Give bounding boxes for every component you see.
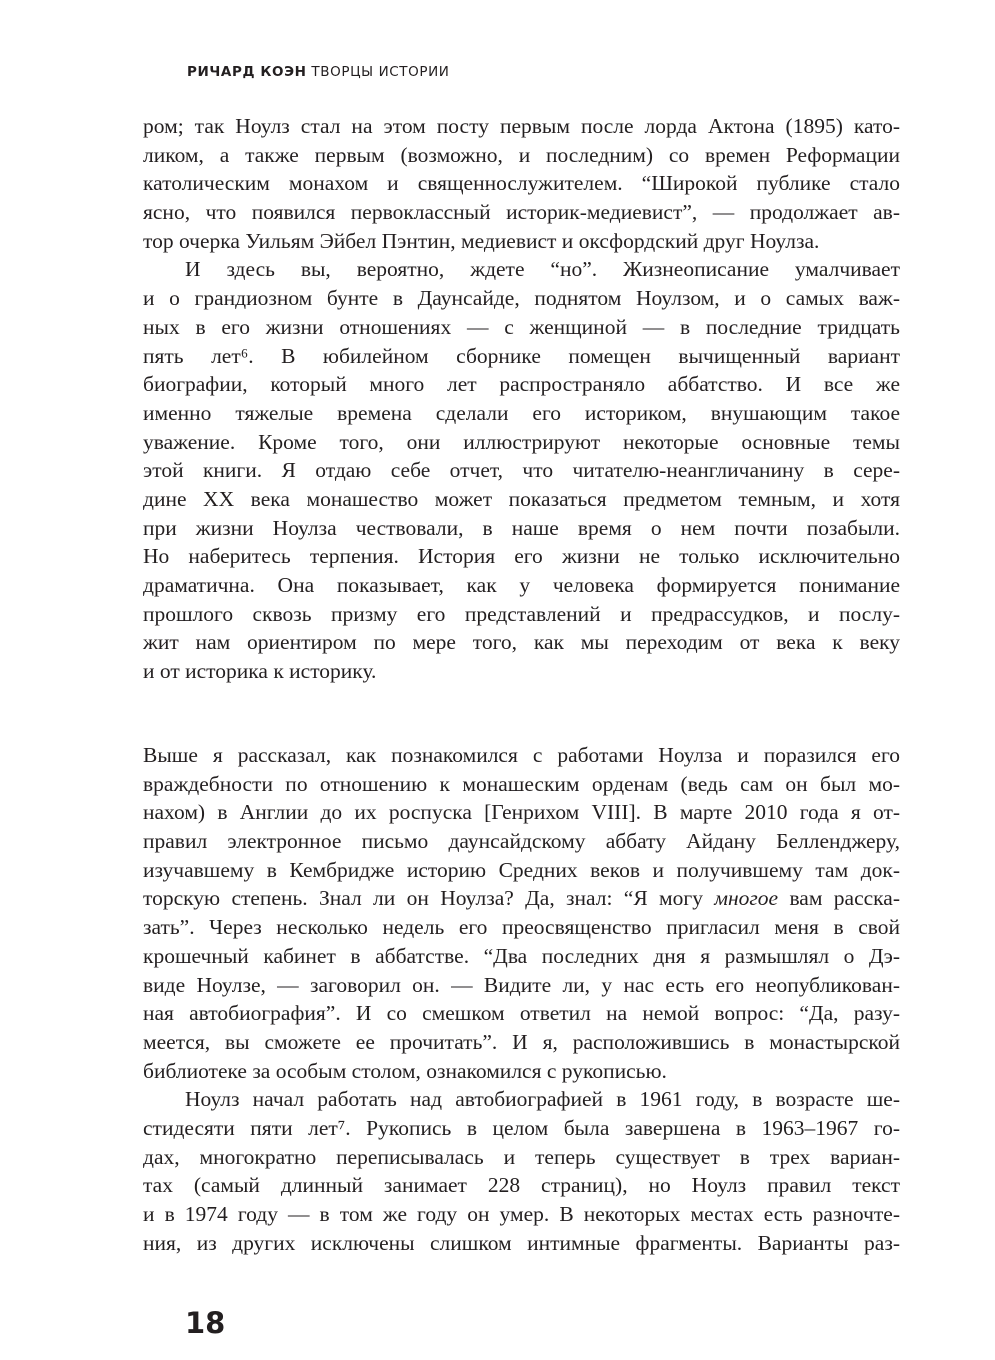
text-line: крошечный кабинет в аббатстве. “Два последних дня я размышлял о Дэ- bbox=[143, 943, 900, 968]
text-line: нахом) в Англии до их роспуска [Генрихом VIII]. В марте 2010 года я от- bbox=[143, 800, 900, 825]
header-book-title: ТВОРЦЫ ИСТОРИИ bbox=[311, 64, 450, 80]
text-block-1 bbox=[143, 112, 900, 686]
text-line: ния, из других исключены слишком интимные фрагменты. Варианты раз- bbox=[143, 1230, 900, 1255]
text-line: ных в его жизни отношениях — с женщиной — в последние тридцать bbox=[143, 314, 900, 339]
text-line: Выше я рассказал, как познакомился с работами Ноулза и поразился его bbox=[143, 743, 900, 767]
text-line: изучавшему в Кембридже историю Средних веков и получившему там док- bbox=[143, 857, 900, 882]
text-line: стидесяти пяти лет⁷. Рукопись в целом была завершена в 1963–1967 го- bbox=[143, 1115, 900, 1140]
text-line: Ноулз начал работать над автобиографией в 1961 году, в возрасте ше- bbox=[185, 1087, 900, 1112]
text-line: драматична. Она показывает, как у человека формируется понимание bbox=[143, 573, 900, 597]
text-line: дине XX века монашество может показаться предметом темным, и хотя bbox=[143, 486, 900, 511]
text-line: ная автобиография”. И со смешком ответил на немой вопрос: “Да, разу- bbox=[143, 1001, 900, 1026]
text-line: ясно, что появился первоклассный историк-медиевист”, — продолжает ав- bbox=[143, 200, 900, 225]
page-number: 18 bbox=[185, 1306, 226, 1340]
text-line: пять лет⁶. В юбилейном сборнике помещен вычищенный вариант bbox=[143, 343, 900, 368]
text-line: биографии, который много лет распространяло аббатство. И все же bbox=[143, 372, 900, 397]
text-line: уважение. Кроме того, они иллюстрируют некоторые основные темы bbox=[143, 429, 900, 454]
text-line: тах (самый длинный занимает 228 страниц), но Ноулз правил текст bbox=[143, 1173, 900, 1198]
text-line: виде Ноулзе, — заговорил он. — Видите ли, у нас есть его неопубликован- bbox=[143, 972, 900, 997]
text-line: и от историка к историку. bbox=[143, 659, 377, 684]
header-author: РИЧАРД КОЭН bbox=[187, 64, 307, 80]
text-line: дах, многократно переписывалась и теперь существует в трех вариан- bbox=[143, 1144, 900, 1169]
running-header bbox=[187, 64, 450, 80]
text-line: правил электронное письмо даунсайдскому аббату Айдану Белленджеру, bbox=[143, 829, 900, 854]
text-run: вам расска- bbox=[778, 886, 900, 911]
text-line: И здесь вы, вероятно, ждете “но”. Жизнеописание умалчивает bbox=[185, 257, 900, 282]
text-line: ром; так Ноулз стал на этом посту первым после лорда Актона (1895) като- bbox=[143, 114, 900, 138]
text-line: прошлого сквозь призму его представлений и предрассудков, и послу- bbox=[143, 601, 900, 626]
text-line: и в 1974 году — в том же году он умер. В некоторых местах есть разночте- bbox=[143, 1202, 900, 1226]
text-line: этой книги. Я отдаю себе отчет, что читателю-неангличанину в сере- bbox=[143, 458, 900, 483]
text-line: жит нам ориентиром по мере того, как мы переходим от века к веку bbox=[143, 630, 900, 655]
text-line: ликом, а также первым (возможно, и последним) со времен Реформации bbox=[143, 142, 900, 167]
text-line bbox=[143, 884, 900, 913]
text-line: именно тяжелые времена сделали его историком, внушающим такое bbox=[143, 400, 900, 425]
text-line: библиотеке за особым столом, ознакомился с рукописью. bbox=[143, 1058, 667, 1083]
text-line: католическим монахом и священнослужителем. “Широкой публике стало bbox=[143, 171, 900, 196]
text-line: тор очерка Уильям Эйбел Пэнтин, медиевист и оксфордский друг Ноулза. bbox=[143, 228, 820, 253]
text-block-2 bbox=[143, 741, 900, 1257]
text-line: при жизни Ноулза чествовали, в наше время о нем почти позабыли. bbox=[143, 515, 900, 540]
italic-emphasis: многое bbox=[714, 886, 779, 911]
text-run: торскую степень. Знал ли он Ноулза? Да, знал: “Я могу bbox=[143, 886, 715, 911]
text-line: зать”. Через несколько недель его преосвященство пригласил меня в свой bbox=[143, 915, 900, 940]
text-line: Но наберитесь терпения. История его жизни не только исключительно bbox=[143, 544, 900, 569]
text-line: меется, вы сможете ее прочитать”. И я, расположившись в монастырской bbox=[143, 1029, 900, 1054]
text-line: враждебности по отношению к монашеским орденам (ведь сам он был мо- bbox=[143, 771, 900, 796]
text-line: и о грандиозном бунте в Даунсайде, поднятом Ноулзом, и о самых важ- bbox=[143, 286, 900, 311]
